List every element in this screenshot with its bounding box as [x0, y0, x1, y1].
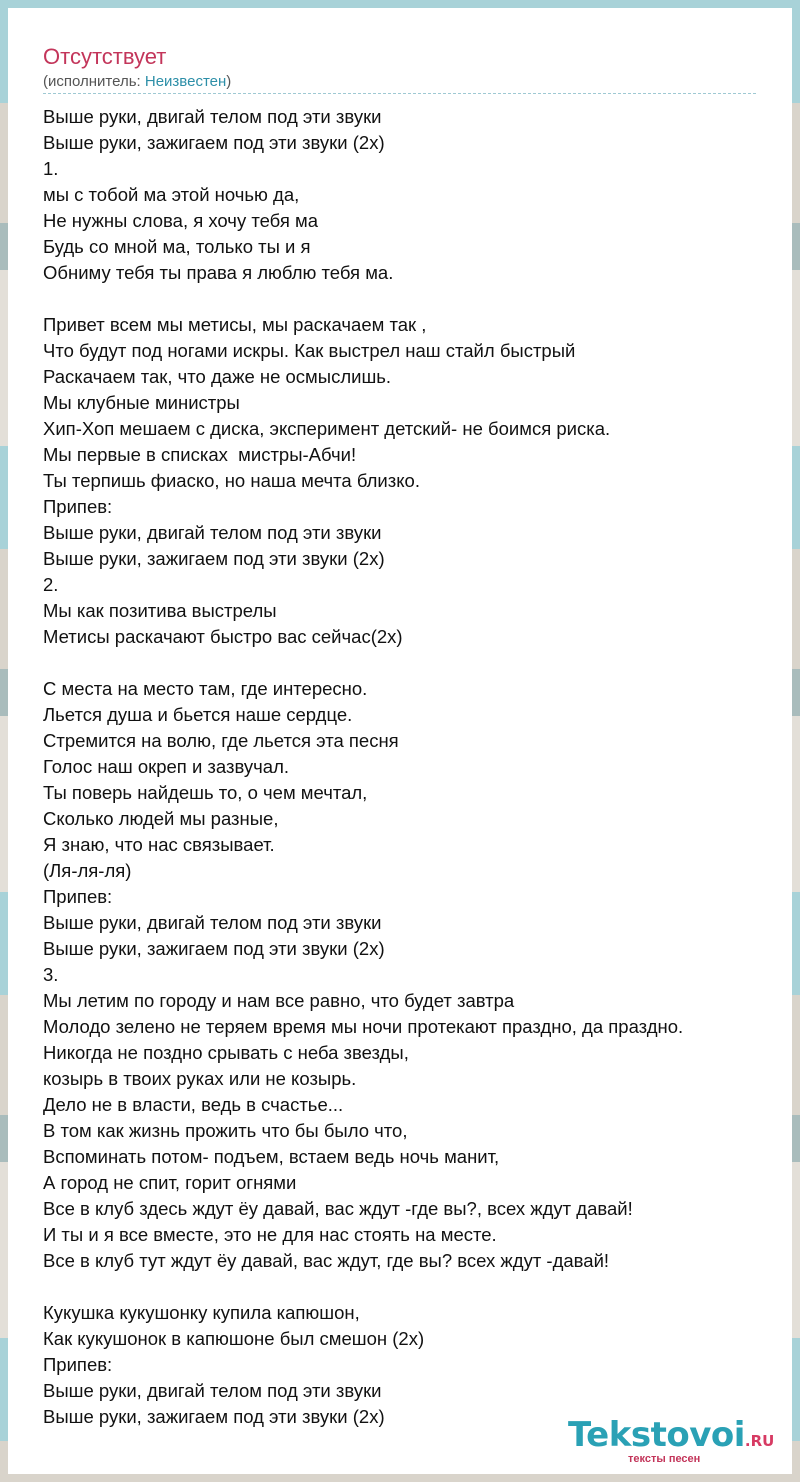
lyric-line: 1.	[43, 158, 59, 179]
lyric-line: Льется душа и бьется наше сердце.	[43, 704, 353, 725]
lyric-line: Метисы раскачают быстро вас сейчас(2х)	[43, 626, 403, 647]
artist-suffix: )	[226, 73, 232, 90]
lyric-line: Не нужны слова, я хочу тебя ма	[43, 210, 319, 231]
lyric-line: В том как жизнь прожить что бы было что,	[43, 1120, 408, 1141]
lyric-line: Сколько людей мы разные,	[43, 808, 279, 829]
lyric-line: И ты и я все вместе, это не для нас стоять на месте.	[43, 1224, 497, 1245]
lyric-line: Припев:	[43, 886, 113, 907]
lyric-line: Хип-Хоп мешаем с диска, эксперимент детский- не боимся риска.	[43, 418, 611, 439]
lyric-line: 3.	[43, 964, 59, 985]
lyrics-text	[43, 104, 783, 1430]
lyric-line: Выше руки, двигай телом под эти звуки	[43, 912, 382, 933]
lyric-line: Я знаю, что нас связывает.	[43, 834, 275, 855]
lyric-line: Выше руки, зажигаем под эти звуки (2х)	[43, 1406, 385, 1427]
lyric-line: Дело не в власти, ведь в счастье...	[43, 1094, 344, 1115]
lyric-line: Кукушка кукушонку купила капюшон,	[43, 1302, 360, 1323]
lyric-line: мы с тобой ма этой ночью да,	[43, 184, 300, 205]
header-divider	[43, 93, 756, 94]
artist-prefix: (исполнитель:	[43, 73, 145, 90]
lyric-line: Обниму тебя ты права я люблю тебя ма.	[43, 262, 394, 283]
logo-wordmark: Tekstovoi	[568, 1415, 745, 1455]
lyric-line: Голос наш окреп и зазвучал.	[43, 756, 290, 777]
artist-line	[43, 73, 231, 91]
lyric-line: Будь со мной ма, только ты и я	[43, 236, 311, 257]
lyric-line: Выше руки, двигай телом под эти звуки	[43, 522, 382, 543]
lyric-line: Что будут под ногами искры. Как выстрел наш стайл быстрый	[43, 340, 576, 361]
logo-subtitle: тексты песен	[628, 1453, 701, 1465]
lyric-line: Припев:	[43, 1354, 113, 1375]
lyric-line	[43, 286, 783, 312]
song-title: Отсутствует	[43, 44, 167, 69]
lyric-line: Мы клубные министры	[43, 392, 240, 413]
lyric-line: Ты поверь найдешь то, о чем мечтал,	[43, 782, 368, 803]
lyric-line: Все в клуб здесь ждут ёу давай, вас ждут -где вы?, всех ждут давай!	[43, 1198, 633, 1219]
lyric-line: козырь в твоих руках или не козырь.	[43, 1068, 357, 1089]
lyric-line: Выше руки, двигай телом под эти звуки	[43, 106, 382, 127]
lyric-line: Стремится на волю, где льется эта песня	[43, 730, 399, 751]
lyric-line: Никогда не поздно срывать с неба звезды,	[43, 1042, 409, 1063]
lyric-line: Мы летим по городу и нам все равно, что будет завтра	[43, 990, 515, 1011]
lyric-line: Как кукушонок в капюшоне был смешон (2х)	[43, 1328, 425, 1349]
lyric-line: Припев:	[43, 496, 113, 517]
lyric-line	[43, 650, 783, 676]
lyric-line: Выше руки, зажигаем под эти звуки (2х)	[43, 938, 385, 959]
lyric-line: Ты терпишь фиаско, но наша мечта близко.	[43, 470, 420, 491]
site-logo[interactable]	[568, 1415, 775, 1465]
lyric-line: Выше руки, зажигаем под эти звуки (2х)	[43, 548, 385, 569]
logo-tld: .RU	[744, 1432, 775, 1450]
lyric-line: Выше руки, двигай телом под эти звуки	[43, 1380, 382, 1401]
lyric-line: 2.	[43, 574, 59, 595]
lyric-line: Мы первые в списках мистры-Абчи!	[43, 444, 357, 465]
lyric-line: Раскачаем так, что даже не осмыслишь.	[43, 366, 392, 387]
lyric-line	[43, 1274, 783, 1300]
lyric-line: С места на место там, где интересно.	[43, 678, 368, 699]
lyric-line: Все в клуб тут ждут ёу давай, вас ждут, где вы? всех ждут -давай!	[43, 1250, 610, 1271]
lyric-line: Привет всем мы метисы, мы раскачаем так ,	[43, 314, 427, 335]
lyric-line: Выше руки, зажигаем под эти звуки (2х)	[43, 132, 385, 153]
lyric-line: Молодо зелено не теряем время мы ночи протекают праздно, да праздно.	[43, 1016, 684, 1037]
lyric-line: Вспоминать потом- подъем, встаем ведь ночь манит,	[43, 1146, 500, 1167]
lyric-line: Мы как позитива выстрелы	[43, 600, 277, 621]
artist-link[interactable]: Неизвестен	[144, 73, 227, 90]
lyric-line: (Ля-ля-ля)	[43, 860, 132, 881]
lyric-line: А город не спит, горит огнями	[43, 1172, 297, 1193]
